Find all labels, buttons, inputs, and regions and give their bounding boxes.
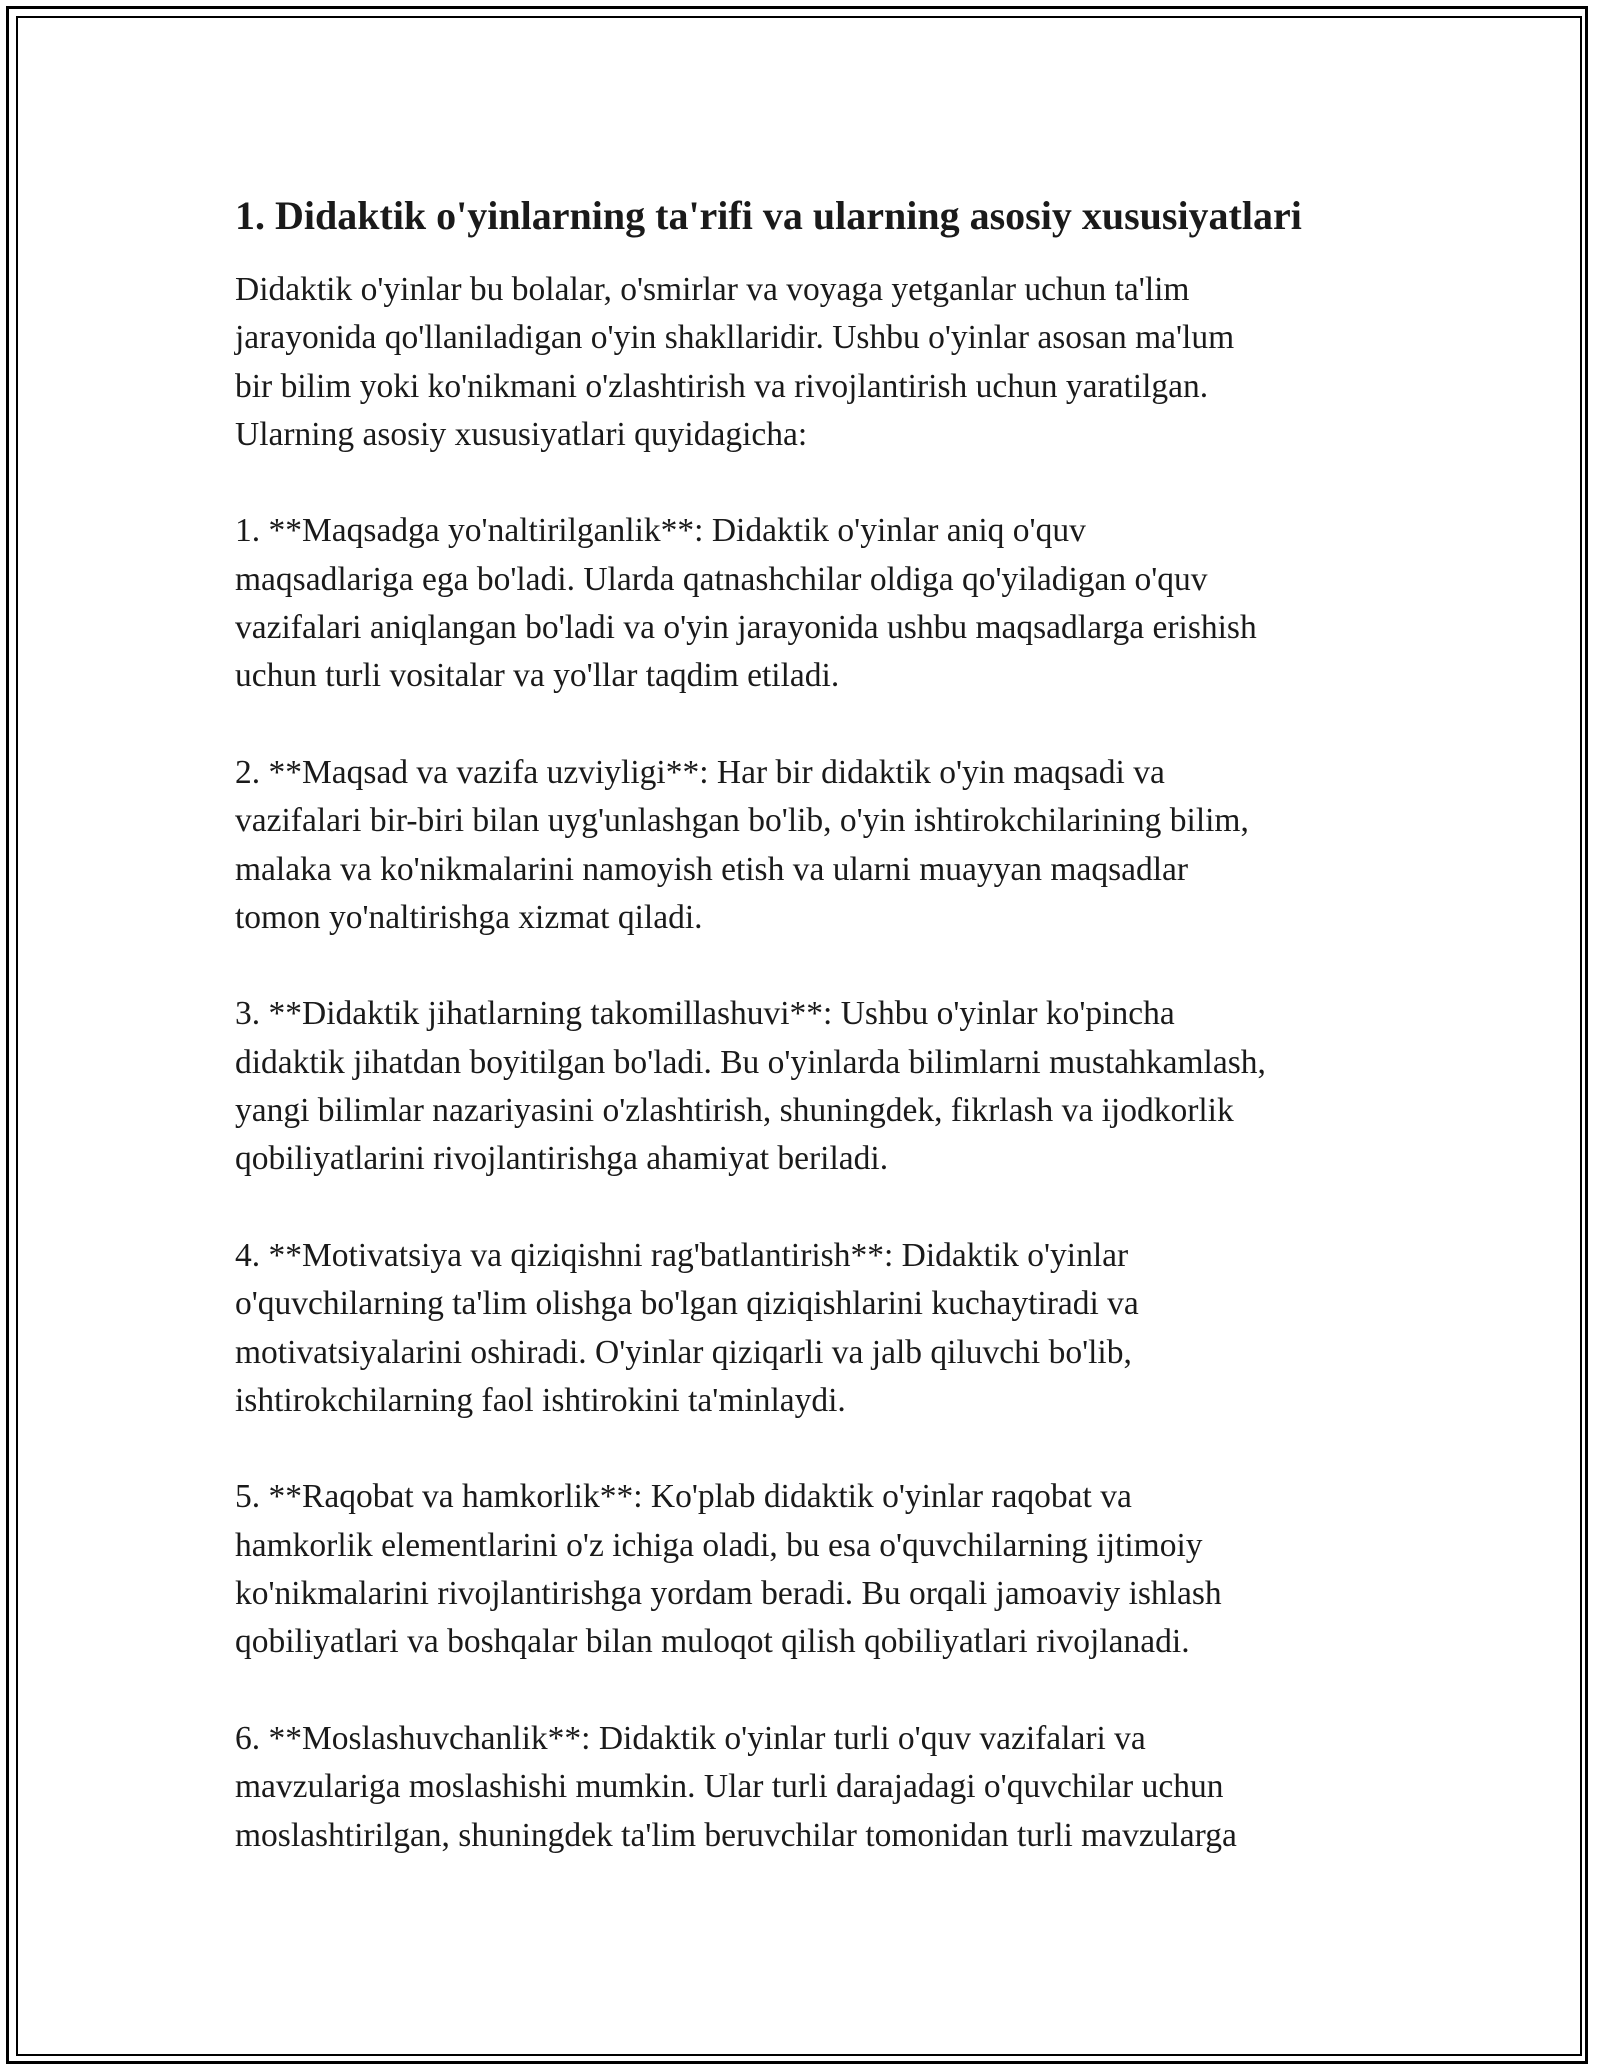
text-line: jarayonida qo'llaniladigan o'yin shakllaridir. Ushbu o'yinlar asosan ma'lum xyxy=(235,319,1235,357)
text-line: 3. **Didaktik jihatlarning takomillashuvi**: Ushbu o'yinlar ko'pincha xyxy=(235,995,1175,1033)
text-line: maqsadlariga ega bo'ladi. Ularda qatnashchilar oldiga qo'yiladigan o'quv xyxy=(235,560,1208,598)
intro-paragraph xyxy=(235,266,1385,459)
text-line: ko'nikmalarini rivojlantirishga yordam beradi. Bu orqali jamoaviy ishlash xyxy=(235,1575,1222,1613)
text-line: 1. **Maqsadga yo'naltirilganlik**: Didaktik o'yinlar aniq o'quv xyxy=(235,512,1086,550)
text-line: 2. **Maqsad va vazifa uzviyligi**: Har bir didaktik o'yin maqsadi va xyxy=(235,753,1165,791)
text-line: tomon yo'naltirishga xizmat qiladi. xyxy=(235,898,703,936)
text-line: motivatsiyalarini oshiradi. O'yinlar qiziqarli va jalb qiluvchi bo'lib, xyxy=(235,1333,1132,1371)
list-item-4 xyxy=(235,1232,1385,1425)
list-item-5 xyxy=(235,1473,1385,1666)
text-line: qobiliyatlarini rivojlantirishga ahamiyat beriladi. xyxy=(235,1140,889,1178)
text-line: didaktik jihatdan boyitilgan bo'ladi. Bu o'yinlarda bilimlarni mustahkamlash, xyxy=(235,1043,1266,1081)
text-line: bir bilim yoki ko'nikmani o'zlashtirish va rivojlantirish uchun yaratilgan. xyxy=(235,367,1209,405)
text-line: 6. **Moslashuvchanlik**: Didaktik o'yinlar turli o'quv vazifalari va xyxy=(235,1719,1146,1757)
text-line: o'quvchilarning ta'lim olishga bo'lgan qiziqishlarini kuchaytiradi va xyxy=(235,1285,1139,1323)
text-line: malaka va ko'nikmalarini namoyish etish va ularni muayyan maqsadlar xyxy=(235,850,1189,888)
text-line: vazifalari bir-biri bilan uyg'unlashgan bo'lib, o'yin ishtirokchilarining bilim, xyxy=(235,802,1249,840)
text-line: uchun turli vositalar va yo'llar taqdim etiladi. xyxy=(235,657,840,695)
text-line: hamkorlik elementlarini o'z ichiga oladi, bu esa o'quvchilarning ijtimoiy xyxy=(235,1526,1203,1564)
text-line: ishtirokchilarning faol ishtirokini ta'minlaydi. xyxy=(235,1381,846,1419)
text-line: Ularning asosiy xususiyatlari quyidagicha: xyxy=(235,415,808,453)
list-item-1 xyxy=(235,507,1385,700)
document-page xyxy=(235,180,1385,1908)
text-line: qobiliyatlari va boshqalar bilan muloqot qilish qobiliyatlari rivojlanadi. xyxy=(235,1623,1190,1661)
text-line: mavzulariga moslashishi mumkin. Ular turli darajadagi o'quvchilar uchun xyxy=(235,1768,1224,1806)
text-line: yangi bilimlar nazariyasini o'zlashtirish, shuningdek, fikrlash va ijodkorlik xyxy=(235,1092,1234,1130)
list-item-6 xyxy=(235,1715,1385,1860)
list-item-3 xyxy=(235,990,1385,1183)
section-heading: 1. Didaktik o'yinlarning ta'rifi va ularning asosiy xususiyatlari xyxy=(235,193,1302,238)
text-line: moslashtirilgan, shuningdek ta'lim beruvchilar tomonidan turli mavzularga xyxy=(235,1816,1237,1854)
text-line: vazifalari aniqlangan bo'ladi va o'yin jarayonida ushbu maqsadlarga erishish xyxy=(235,609,1257,647)
text-line: Didaktik o'yinlar bu bolalar, o'smirlar va voyaga yetganlar uchun ta'lim xyxy=(235,271,1190,308)
list-item-2 xyxy=(235,749,1385,942)
text-line: 4. **Motivatsiya va qiziqishni rag'batlantirish**: Didaktik o'yinlar xyxy=(235,1236,1129,1274)
text-line: 5. **Raqobat va hamkorlik**: Ko'plab didaktik o'yinlar raqobat va xyxy=(235,1478,1132,1516)
